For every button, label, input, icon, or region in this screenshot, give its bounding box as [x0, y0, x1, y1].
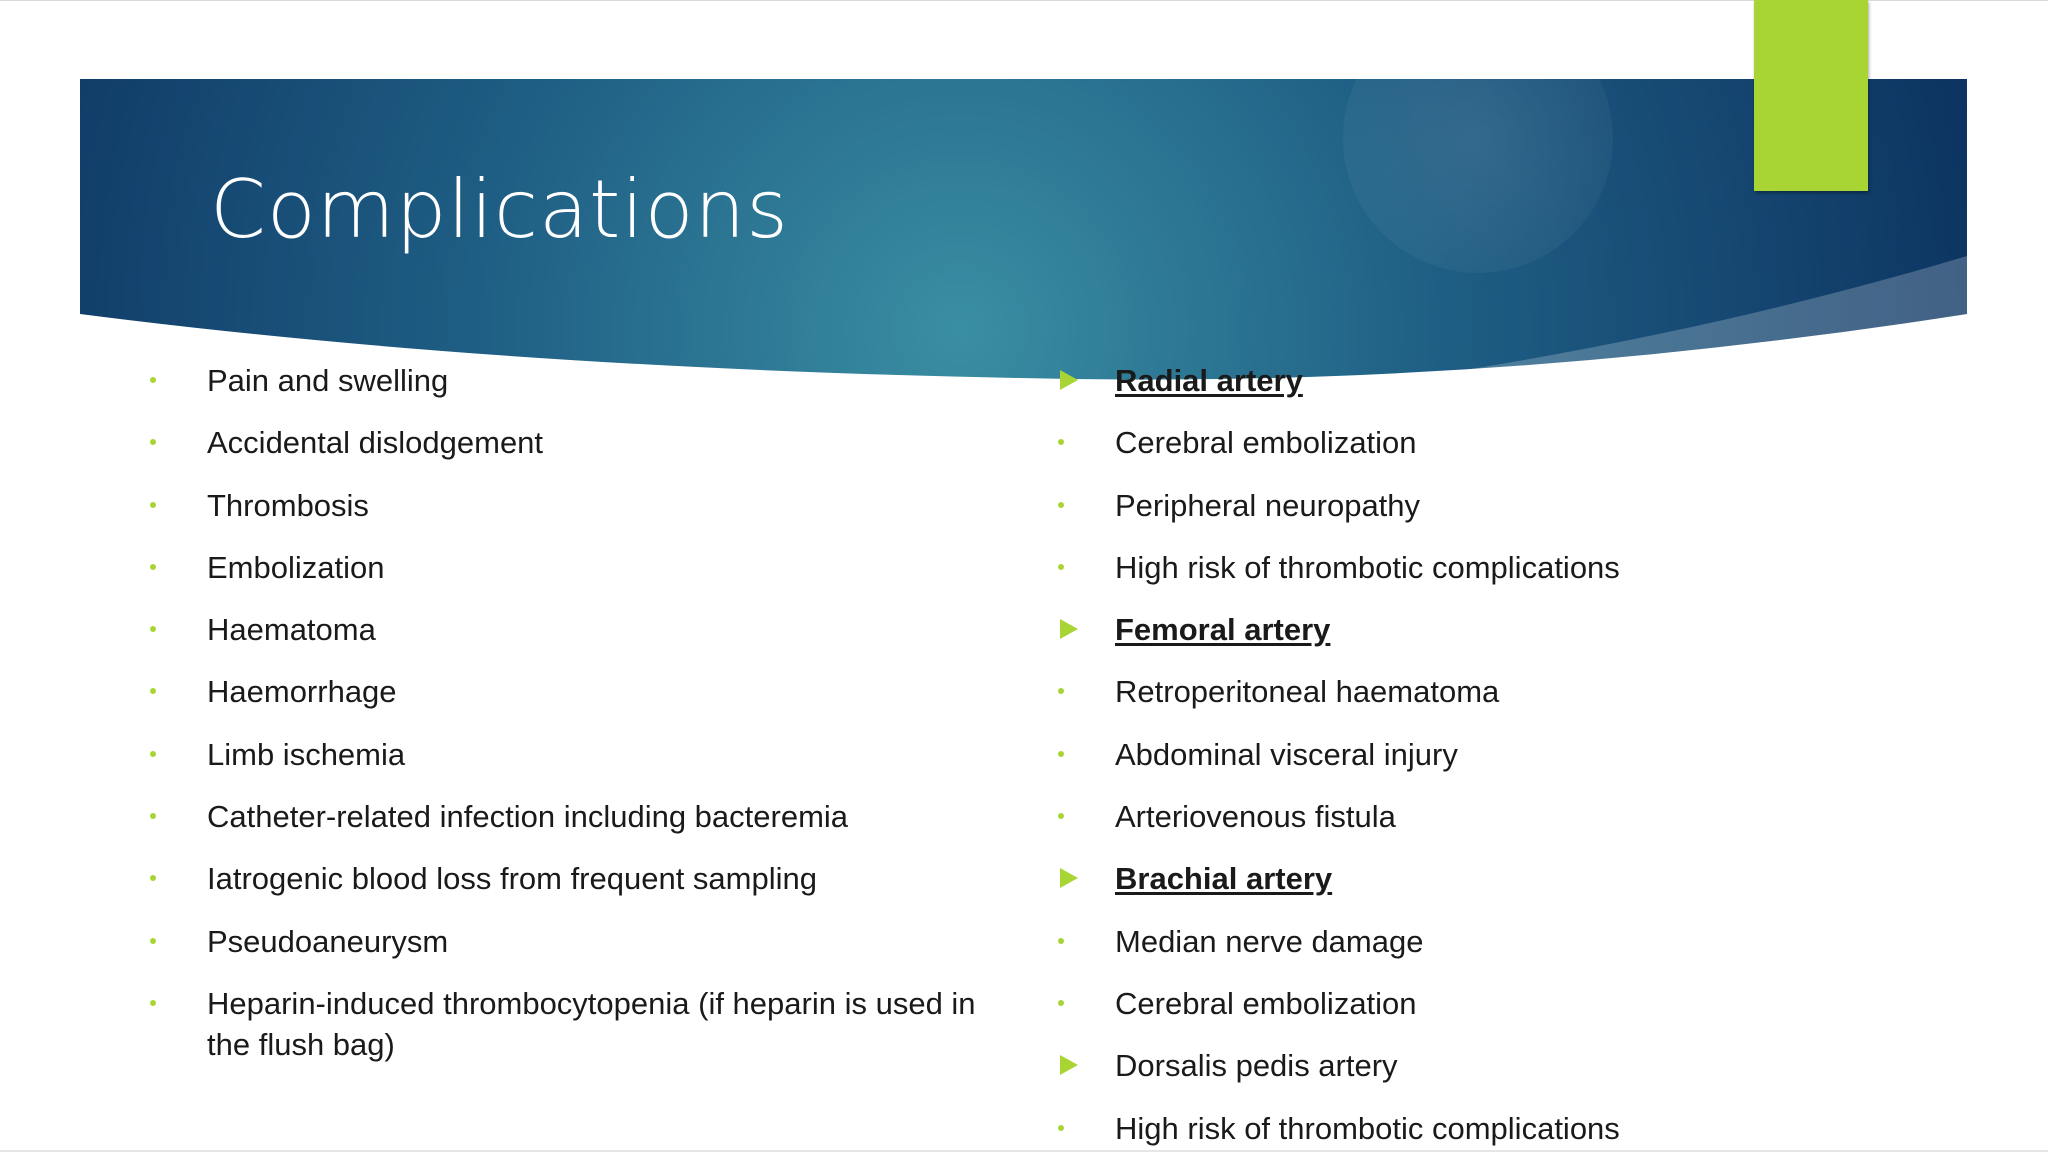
list-item	[1056, 485, 1956, 526]
list-heading-item	[1056, 360, 1956, 401]
list-item	[148, 796, 978, 837]
dot-bullet-icon	[150, 502, 156, 508]
dot-bullet-icon	[1058, 1000, 1064, 1006]
left-bullet-list	[148, 360, 978, 1086]
list-item-text: Radial artery	[1115, 363, 1303, 398]
list-item	[148, 858, 978, 899]
list-item-text: Femoral artery	[1115, 612, 1331, 648]
list-item	[1056, 983, 1956, 1024]
list-heading-item	[1056, 609, 1956, 650]
list-heading-item	[1056, 858, 1956, 899]
list-item-text: Peripheral neuropathy	[1115, 487, 1421, 523]
list-item-text: Median nerve damage	[1115, 923, 1424, 959]
dot-bullet-icon	[150, 813, 156, 819]
dot-bullet-icon	[150, 439, 156, 445]
list-item-text: Abdominal visceral injury	[1115, 736, 1458, 772]
list-item	[148, 547, 978, 588]
dot-bullet-icon	[150, 751, 156, 757]
triangle-bullet-icon	[1060, 619, 1078, 639]
triangle-bullet-icon	[1060, 868, 1078, 888]
list-item	[148, 734, 978, 775]
list-item-text: Catheter-related infection including bacteremia	[207, 799, 849, 835]
list-item-text: Arteriovenous fistula	[1115, 799, 1396, 835]
list-item	[1056, 796, 1956, 837]
list-item-text: Haematoma	[207, 612, 376, 648]
list-item-text: Heparin-induced thrombocytopenia (if heparin is used in the flush bag)	[207, 985, 976, 1062]
list-item-text: Cerebral embolization	[1115, 985, 1417, 1021]
list-item-text: Pain and swelling	[207, 363, 449, 398]
list-item-text: Brachial artery	[1115, 861, 1333, 897]
list-item	[148, 360, 978, 401]
list-item	[148, 485, 978, 526]
dot-bullet-icon	[1058, 564, 1064, 570]
list-item	[148, 422, 978, 463]
list-item-text: High risk of thrombotic complications	[1115, 549, 1620, 585]
list-item-text: Haemorrhage	[207, 674, 397, 710]
list-item-text: Retroperitoneal haematoma	[1115, 674, 1500, 710]
dot-bullet-icon	[1058, 813, 1064, 819]
dot-bullet-icon	[1058, 502, 1064, 508]
dot-bullet-icon	[1058, 1125, 1064, 1131]
accent-tab	[1754, 0, 1868, 191]
list-heading-item	[1056, 1045, 1956, 1086]
list-item-text: Accidental dislodgement	[207, 425, 544, 461]
dot-bullet-icon	[150, 875, 156, 881]
list-item-text: Pseudoaneurysm	[207, 923, 449, 959]
triangle-bullet-icon	[1060, 1055, 1078, 1075]
list-item	[1056, 1108, 1956, 1149]
dot-bullet-icon	[1058, 688, 1064, 694]
list-item	[148, 921, 978, 962]
list-item-text: Dorsalis pedis artery	[1115, 1048, 1398, 1084]
list-item	[1056, 422, 1956, 463]
list-item	[148, 609, 978, 650]
dot-bullet-icon	[150, 626, 156, 632]
list-item	[1056, 921, 1956, 962]
dot-bullet-icon	[150, 1000, 156, 1006]
list-item-text: Cerebral embolization	[1115, 425, 1417, 461]
list-item	[1056, 547, 1956, 588]
dot-bullet-icon	[1058, 439, 1064, 445]
list-item-text: High risk of thrombotic complications	[1115, 1110, 1620, 1146]
list-item	[1056, 734, 1956, 775]
dot-bullet-icon	[150, 688, 156, 694]
dot-bullet-icon	[1058, 751, 1064, 757]
dot-bullet-icon	[150, 377, 156, 383]
dot-bullet-icon	[150, 564, 156, 570]
list-item-text: Embolization	[207, 549, 385, 585]
list-item	[1056, 671, 1956, 712]
list-item-text: Iatrogenic blood loss from frequent sampling	[207, 861, 817, 897]
dot-bullet-icon	[150, 938, 156, 944]
list-item-text: Limb ischemia	[207, 736, 406, 772]
right-bullet-list	[1056, 360, 1956, 1152]
slide-title: Complications	[210, 163, 789, 256]
list-item	[148, 983, 978, 1065]
list-item-text: Thrombosis	[207, 487, 369, 523]
triangle-bullet-icon	[1060, 370, 1078, 390]
list-item	[148, 671, 978, 712]
dot-bullet-icon	[1058, 938, 1064, 944]
